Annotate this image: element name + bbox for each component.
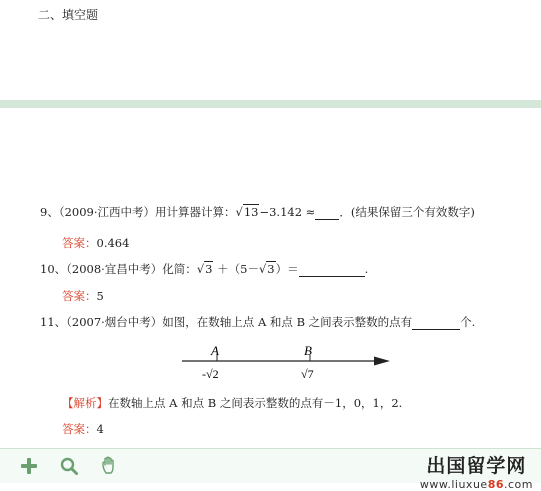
answer-label: 答案：: [62, 236, 97, 250]
logo-name: 出国留学网: [426, 455, 527, 477]
section-title: 二、填空题: [38, 8, 99, 22]
q10-tail: ）＝: [275, 262, 299, 276]
q11-analysis: [62, 395, 402, 411]
q10-mid: ＋（5－: [213, 262, 259, 276]
q9-expr: −3.142 ≈: [259, 205, 316, 219]
q10-sqrt-1: √3: [196, 262, 213, 276]
q10-prefix: 10、（2008·宜昌中考）化简：: [40, 262, 197, 276]
answer-value: 5: [96, 289, 104, 303]
point-a-label: A: [211, 343, 219, 358]
answer-label: 答案：: [62, 422, 97, 436]
number-line-arrow: [374, 357, 390, 366]
q11-text: 11、（2007·烟台中考）如图，在数轴上点 A 和点 B 之间表示整数的点有: [40, 315, 413, 329]
answer-value: 0.464: [96, 236, 130, 250]
site-logo: [420, 451, 533, 491]
q11-answer: [62, 421, 104, 437]
answer-value: 4: [96, 422, 104, 436]
viewer-toolbar: [0, 448, 541, 491]
q10-end: .: [364, 262, 369, 276]
plus-icon[interactable]: [20, 457, 38, 479]
number-line-figure: [180, 342, 390, 382]
question-11: [40, 314, 475, 330]
q10-sqrt-2: √3: [258, 262, 275, 276]
q11-unit: 个.: [460, 315, 476, 329]
value-a-label: -√2: [202, 367, 219, 381]
q9-answer: [62, 235, 129, 251]
q11-blank: [412, 315, 460, 330]
analysis-tag: 【解析】: [62, 396, 108, 410]
question-9: [40, 204, 475, 220]
q9-blank: [315, 205, 339, 220]
q9-sqrt: √13: [235, 205, 259, 219]
q10-answer: [62, 288, 104, 304]
q9-prefix: 9、（2009·江西中考）用计算器计算：: [40, 205, 236, 219]
logo-url: www.liuxue86.com: [419, 478, 533, 491]
page-divider: [0, 100, 541, 108]
search-icon[interactable]: [60, 457, 78, 479]
q10-blank: [299, 262, 365, 277]
value-b-label: √7: [301, 367, 314, 381]
analysis-text: 在数轴上点 A 和点 B 之间表示整数的点有－1，0，1，2.: [108, 396, 403, 410]
hand-icon[interactable]: [100, 455, 120, 479]
q9-suffix: ．(结果保留三个有效数字): [339, 205, 475, 219]
point-b-label: B: [304, 343, 312, 358]
question-10: [40, 261, 368, 277]
answer-label: 答案：: [62, 289, 97, 303]
